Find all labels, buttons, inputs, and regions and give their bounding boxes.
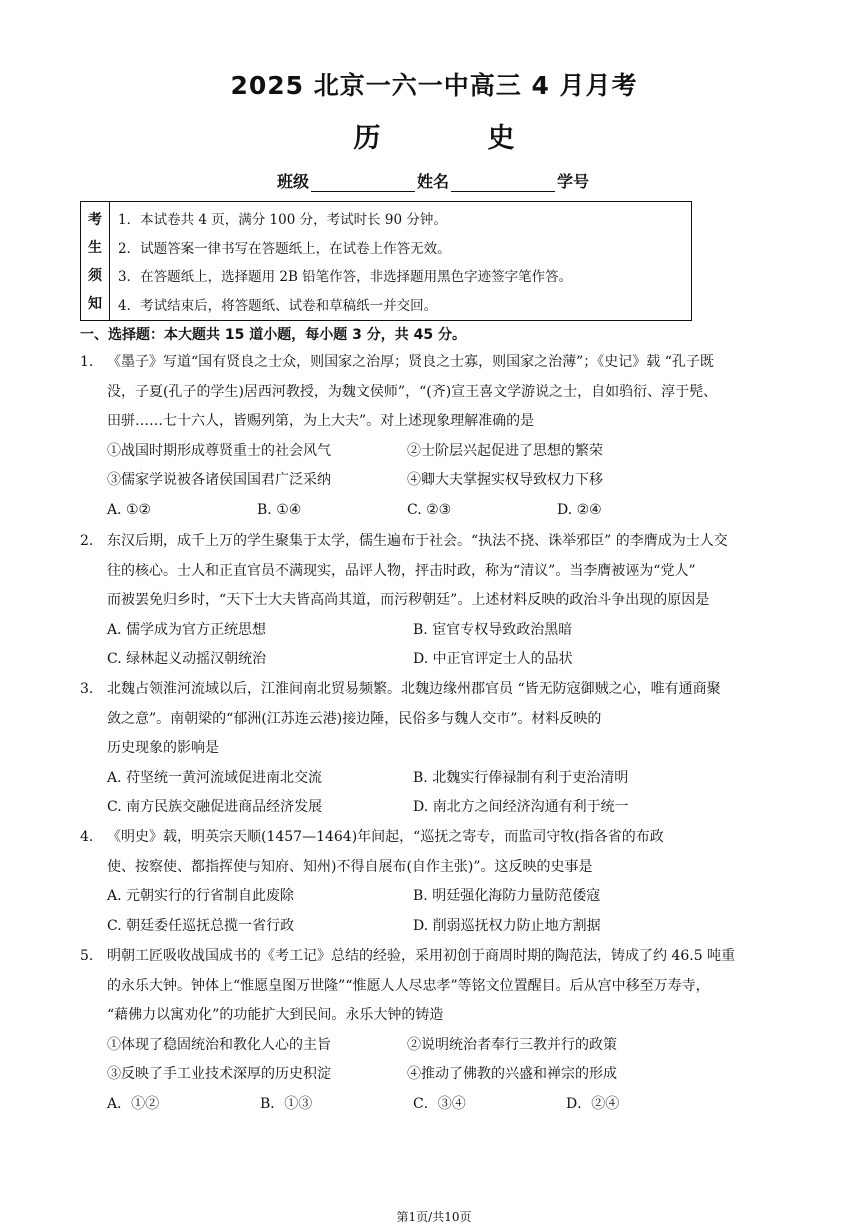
- statement: ②说明统治者奉行三教并行的政策: [407, 1036, 617, 1053]
- student-info-line: [277, 170, 589, 192]
- options-row: [80, 793, 800, 823]
- options-row: [80, 764, 800, 794]
- options-row: [80, 645, 800, 675]
- options-row: [80, 616, 800, 646]
- exam-notice-box: [80, 201, 692, 321]
- statement: ③反映了手工业技术深厚的历史积淀: [107, 1066, 331, 1082]
- question-number: 1.: [80, 354, 94, 370]
- option-c[interactable]: C. 朝廷委任巡抚总揽一省行政: [107, 917, 295, 934]
- option-c[interactable]: C. 南方民族交融促进商品经济发展: [107, 799, 323, 815]
- question-number: 5.: [80, 948, 94, 964]
- options-row: [80, 496, 800, 526]
- notice-item: 1．本试卷共 4 页，满分 100 分，考试时长 90 分钟。: [118, 212, 447, 229]
- notice-items: [110, 202, 691, 320]
- option-b[interactable]: B. 宦官专权导致政治黑暗: [413, 621, 573, 638]
- question-text-line: 《墨子》写道“国有贤良之士众，则国家之治厚；贤良之士寡，则国家之治薄”；《史记》载 “孔子既: [107, 354, 714, 370]
- notice-heading-char: 考: [88, 212, 102, 228]
- id-label: 学号: [557, 172, 590, 191]
- question-text-line: 使、按察使、都指挥使与知府、知州)不得自展布(自作主张)”。这反映的史事是: [107, 858, 593, 875]
- question-number: 2.: [80, 533, 94, 549]
- notice-item: 3．在答题纸上，选择题用 2B 铅笔作答，非选择题用黑色字迹签字笔作答。: [118, 269, 573, 286]
- notice-item: 2．试题答案一律书写在答题纸上，在试卷上作答无效。: [118, 240, 451, 257]
- statement: ②士阶层兴起促进了思想的繁荣: [407, 442, 603, 459]
- option-a[interactable]: A. 儒学成为官方正统思想: [107, 621, 267, 638]
- notice-heading: [81, 202, 110, 320]
- statement: ③儒家学说被各诸侯国国君广泛采纳: [107, 472, 331, 488]
- name-label: 姓名: [417, 172, 450, 191]
- options-row: [80, 1090, 800, 1120]
- question-text-line: 的永乐大钟。钟体上“惟愿皇图万世隆”“惟愿人人尽忠孝”等铭文位置醒目。后从宫中移至万寿寺，: [107, 977, 710, 994]
- statement-row: [80, 466, 800, 496]
- notice-item: 4．考试结束后，将答题纸、试卷和草稿纸一并交回。: [118, 297, 438, 314]
- question-number: 4.: [80, 829, 94, 845]
- option-a[interactable]: A. ①②: [107, 501, 152, 518]
- class-blank: [311, 173, 415, 192]
- question-text-line: 田骈……七十六人，皆赐列第，为上大夫”。对上述现象理解准确的是: [107, 413, 535, 429]
- question-text-line: 历史现象的影响是: [107, 740, 219, 756]
- option-a[interactable]: A. 元朝实行的行省制自此废除: [107, 888, 295, 904]
- option-a[interactable]: A. 苻坚统一黄河流域促进南北交流: [107, 769, 323, 786]
- statement: ①战国时期形成尊贤重士的社会风气: [107, 442, 331, 459]
- statement-row: [80, 437, 800, 467]
- question-text-line: 《明史》载，明英宗天顺(1457—1464)年间起，“巡抚之寄专，而监司守牧(指各省的布政: [107, 829, 664, 845]
- options-row: [80, 912, 800, 942]
- question-text-line: 北魏占领淮河流域以后，江淮间南北贸易频繁。北魏边缘州郡官员 “皆无防寇御贼之心，唯有通商聚: [107, 681, 721, 697]
- option-d[interactable]: D. 削弱巡抚权力防止地方割据: [413, 917, 601, 934]
- option-c[interactable]: C. 绿林起义动摇汉朝统治: [107, 651, 267, 667]
- option-a[interactable]: A．①②: [107, 1095, 160, 1112]
- option-d[interactable]: D. 中正官评定士人的品状: [413, 651, 573, 667]
- question-1: [80, 348, 800, 525]
- option-b[interactable]: B. 北魏实行俸禄制有利于吏治清明: [413, 769, 629, 786]
- page-footer: 第1页/共10页: [396, 1210, 472, 1224]
- option-d[interactable]: D. 南北方之间经济沟通有利于统一: [413, 799, 629, 815]
- question-4: [80, 823, 800, 941]
- option-c[interactable]: C．③④: [413, 1095, 466, 1112]
- option-c[interactable]: C. ②③: [407, 501, 452, 518]
- question-text-line: 没，子夏(孔子的学生)居西河教授，为魏文侯师”，“(齐)宣王喜文学游说之士，自如驺衍、淳于髡、: [107, 383, 718, 400]
- option-d[interactable]: D. ②④: [557, 501, 602, 518]
- option-d[interactable]: D．②④: [566, 1095, 620, 1112]
- notice-heading-char: 知: [88, 296, 102, 312]
- exam-title: 2025 北京一六一中高三 4 月月考: [230, 71, 638, 100]
- option-b[interactable]: B．①③: [260, 1095, 313, 1112]
- question-text-line: 往的核心。士人和正直官员不满现实，品评人物，抨击时政，称为“清议”。当李膺被诬为“党人”: [107, 562, 696, 579]
- name-blank: [451, 173, 555, 192]
- statement-row: [80, 1031, 800, 1061]
- statement: ④推动了佛教的兴盛和禅宗的形成: [407, 1066, 617, 1082]
- question-text-line: 而被罢免归乡时，“天下士大夫皆高尚其道，而污秽朝廷”。上述材料反映的政治斗争出现的原因是: [107, 592, 710, 608]
- notice-heading-char: 须: [88, 268, 102, 284]
- question-2: [80, 527, 800, 675]
- notice-heading-char: 生: [88, 240, 102, 256]
- statement: ④卿大夫掌握实权导致权力下移: [407, 472, 603, 488]
- subject-title: 历 史: [353, 123, 555, 154]
- question-text-line: “藉佛力以寓劝化”的功能扩大到民间。永乐大钟的铸造: [107, 1007, 444, 1023]
- question-number: 3.: [80, 681, 94, 697]
- question-text-line: 东汉后期，成千上万的学生聚集于太学，儒生遍布于社会。“执法不挠、诛举邪臣” 的李膺成为士人交: [107, 533, 728, 549]
- section-heading: 一、选择题：本大题共 15 道小题，每小题 3 分，共 45 分。: [80, 327, 466, 343]
- question-text-line: 明朝工匠吸收战国成书的《考工记》总结的经验，采用初创于商周时期的陶范法，铸成了约 46.5 吨重: [107, 948, 736, 964]
- question-5: [80, 942, 800, 1119]
- question-text-line: 敛之意”。南朝梁的“郁洲(江苏连云港)接边陲，民俗多与魏人交市”。材料反映的: [107, 710, 602, 727]
- statement: ①体现了稳固统治和教化人心的主旨: [107, 1036, 331, 1053]
- statement-row: [80, 1060, 800, 1090]
- class-label: 班级: [277, 172, 310, 191]
- option-b[interactable]: B. 明廷强化海防力量防范倭寇: [413, 888, 601, 904]
- option-b[interactable]: B. ①④: [257, 501, 302, 518]
- options-row: [80, 882, 800, 912]
- question-3: [80, 675, 800, 823]
